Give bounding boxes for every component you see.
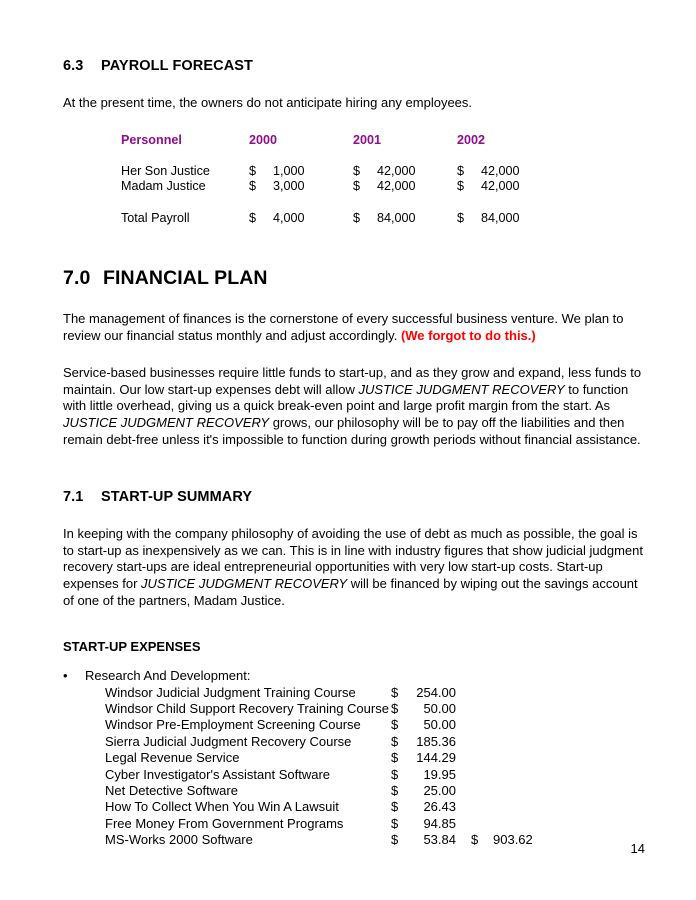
expense-description: Windsor Pre-Employment Screening Course [105, 717, 361, 733]
currency-symbol: $ [471, 832, 479, 848]
payroll-total-label: Total Payroll [121, 210, 190, 225]
payroll-total-2000-value: 4,000 [273, 210, 305, 225]
expense-amount [391, 767, 471, 783]
currency-symbol: $ [391, 733, 399, 749]
payroll-2000-value: 1,000 [273, 163, 305, 178]
list-item [105, 767, 571, 783]
payroll-2001-value: 42,000 [377, 179, 416, 194]
heading-7-1 [63, 489, 645, 505]
payroll-header-2002: 2002 [457, 132, 486, 147]
expense-subtotal-empty [471, 816, 571, 832]
expense-description: MS-Works 2000 Software [105, 832, 253, 848]
heading-7-0 [63, 267, 645, 290]
expense-amount [391, 734, 471, 750]
currency-symbol: $ [249, 179, 257, 194]
financial-plan-paragraph-1 [63, 311, 645, 344]
heading-7-1-title: START-UP SUMMARY [101, 489, 253, 506]
expense-description: Free Money From Government Programs [105, 815, 344, 831]
fp-p2-part-b: to function with little overhead, giving us a quick break-even point and large profit margin from the start. As [63, 381, 629, 414]
startup-summary-paragraph [63, 526, 645, 609]
company-name-italic: JUSTICE JUDGMENT RECOVERY [358, 381, 565, 397]
currency-symbol: $ [353, 163, 361, 178]
financial-plan-paragraph-2 [63, 365, 645, 448]
list-item [105, 717, 571, 733]
payroll-total-2001-cell [353, 211, 457, 227]
su-part-b: will be financed by wiping out the savings account of one of the partners, Madam Justice. [63, 576, 638, 608]
expense-subtotal-empty [471, 734, 571, 750]
heading-7-0-title: FINANCIAL PLAN [103, 267, 268, 290]
payroll-header-row [121, 133, 561, 164]
expense-amount-value: 254.00 [416, 684, 456, 700]
currency-symbol: $ [249, 210, 257, 225]
list-item [105, 701, 571, 717]
list-item [105, 816, 571, 832]
payroll-2002-value: 42,000 [481, 179, 520, 194]
list-item [105, 750, 571, 766]
startup-expenses-table [105, 685, 571, 849]
payroll-intro-text: At the present time, the owners do not anticipate hiring any employees. [63, 95, 473, 110]
expense-subtotal-empty [471, 685, 571, 701]
currency-symbol: $ [391, 684, 399, 700]
expense-description: Sierra Judicial Judgment Recovery Course [105, 733, 352, 749]
expense-subtotal-empty [471, 767, 571, 783]
expense-description: Windsor Judicial Judgment Training Course [105, 684, 356, 700]
company-name-italic: JUSTICE JUDGMENT RECOVERY [63, 415, 270, 431]
table-row [121, 164, 561, 180]
page-content [63, 58, 645, 849]
table-row [121, 179, 561, 195]
currency-symbol: $ [391, 766, 399, 782]
bullet-icon: • [63, 668, 68, 684]
currency-symbol: $ [391, 717, 399, 733]
expense-amount [391, 717, 471, 733]
currency-symbol: $ [457, 163, 465, 178]
table-spacer-row [121, 195, 561, 211]
expense-subtotal-empty [471, 701, 571, 717]
expense-amount [391, 799, 471, 815]
expense-description: How To Collect When You Win A Lawsuit [105, 799, 339, 815]
expense-amount-value: 26.43 [423, 799, 456, 815]
payroll-2000-cell [249, 179, 353, 195]
list-item [105, 783, 571, 799]
payroll-2001-cell [353, 164, 457, 180]
payroll-name: Madam Justice [121, 179, 206, 194]
expense-category-line [63, 668, 645, 684]
payroll-forecast-table [121, 133, 561, 227]
payroll-total-2002-value: 84,000 [481, 210, 520, 225]
payroll-total-2001-value: 84,000 [377, 210, 416, 225]
payroll-2000-value: 3,000 [273, 179, 305, 194]
expense-description: Legal Revenue Service [105, 750, 240, 766]
expense-amount-value: 144.29 [416, 750, 456, 766]
payroll-header-personnel: Personnel [121, 132, 182, 147]
currency-symbol: $ [391, 750, 399, 766]
payroll-total-2002-cell [457, 211, 561, 227]
expense-amount-value: 50.00 [423, 701, 456, 717]
payroll-2002-value: 42,000 [481, 163, 520, 178]
currency-symbol: $ [391, 832, 399, 848]
expense-category-label: Research And Development: [85, 668, 251, 684]
company-name-italic: JUSTICE JUDGMENT RECOVERY [141, 576, 348, 592]
heading-7-0-number: 7.0 [63, 267, 91, 290]
expense-subtotal-empty [471, 783, 571, 799]
payroll-total-2000-cell [249, 211, 353, 227]
startup-expenses-heading: START-UP EXPENSES [63, 639, 201, 655]
payroll-2001-cell [353, 179, 457, 195]
fp-p2-part-a: Service-based businesses require little funds to start-up, and as they grow and expand, less funds to maintain. Our low start-up expenses debt will allow [63, 365, 642, 397]
heading-6-3-number: 6.3 [63, 58, 84, 74]
currency-symbol: $ [353, 179, 361, 194]
expense-subtotal-value: 903.62 [493, 832, 533, 848]
expense-subtotal-empty [471, 750, 571, 766]
expense-amount-value: 94.85 [423, 815, 456, 831]
forgot-note-red-text: (We forgot to do this.) [400, 327, 536, 343]
list-item [105, 685, 571, 701]
payroll-2000-cell [249, 164, 353, 180]
expense-subtotal-empty [471, 717, 571, 733]
currency-symbol: $ [391, 701, 399, 717]
currency-symbol: $ [457, 210, 465, 225]
expense-amount-value: 53.84 [423, 832, 456, 848]
currency-symbol: $ [391, 815, 399, 831]
heading-7-1-number: 7.1 [63, 489, 84, 506]
expense-amount [391, 783, 471, 799]
expense-amount-value: 50.00 [423, 717, 456, 733]
page-number: 14 [630, 841, 645, 856]
table-row-total [121, 211, 561, 227]
expense-amount [391, 750, 471, 766]
expense-description: Cyber Investigator's Assistant Software [105, 766, 331, 782]
list-item [105, 799, 571, 815]
expense-description: Windsor Child Support Recovery Training Course [105, 701, 389, 717]
expense-amount-value: 19.95 [423, 766, 456, 782]
expense-description: Net Detective Software [105, 783, 238, 799]
expense-subtotal-empty [471, 799, 571, 815]
expense-amount [391, 685, 471, 701]
payroll-header-2000: 2000 [249, 132, 278, 147]
expense-amount [391, 816, 471, 832]
currency-symbol: $ [457, 179, 465, 194]
expense-amount-value: 185.36 [416, 733, 456, 749]
currency-symbol: $ [353, 210, 361, 225]
heading-6-3 [63, 58, 645, 74]
financial-plan-p1-text: The management of finances is the cornerstone of every successful business venture. We plan to review our financial status monthly and adjust accordingly. [63, 311, 624, 343]
su-part-a: In keeping with the company philosophy of avoiding the use of debt as much as possible, the goal is to start-up as inexpensively as we can. This is in line with industry figures that show judicial judgment recovery start-ups are ideal entrepreneurial opportunities with very low start-up costs. Start-up expenses for [63, 526, 643, 592]
payroll-name: Her Son Justice [121, 163, 210, 178]
payroll-header-2001: 2001 [353, 132, 382, 147]
currency-symbol: $ [391, 799, 399, 815]
payroll-2002-cell [457, 164, 561, 180]
payroll-2001-value: 42,000 [377, 163, 416, 178]
payroll-2002-cell [457, 179, 561, 195]
fp-p2-part-c: grows, our philosophy will be to pay off the liabilities and then remain debt-free unless it's impossible to function during growth periods without financial assistance. [63, 415, 641, 447]
expense-amount [391, 701, 471, 717]
heading-6-3-title: PAYROLL FORECAST [101, 58, 253, 74]
currency-symbol: $ [391, 783, 399, 799]
list-item [105, 734, 571, 750]
currency-symbol: $ [249, 163, 257, 178]
expense-amount-value: 25.00 [423, 783, 456, 799]
